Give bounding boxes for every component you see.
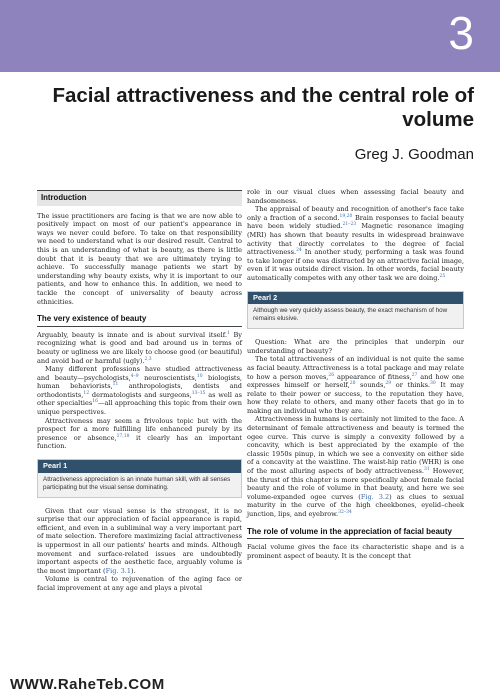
- ogee-curve-paragraph: Attractiveness in humans is certainly not limited to the face. A determinant of female attractiveness and beauty is termed the ogee curve. This curve is simply a convexity followed by a concavity, which is best appreciated by the example of the classic 1950s pinup, in which we see a convexity on either side of a concavity at the waistline. The waist-hip ratio (WHR) is one of the most alluring aspects of body attractiveness.$^{31}$ However, the thrust of this chapter is more specifically about female facial beauty and the role of volume in that beauty, and here we see volume-expanded ogee curves (Fig. 3.2) as clues to sexual maturity in the curve of the high cheekbones, eyelid–cheek junction, lips, and eyebrow.$^{32-34}$: [247, 415, 464, 518]
- continued-paragraph: role in our visual clues when assessing facial beauty and handsomeness.: [247, 188, 464, 205]
- appraisal-paragraph: The appraisal of beauty and recognition of another's face take only a fraction of a second.$^{19,20}$ Brain responses to facial beauty have been widely studied.$^{21-23}$ Magnetic resonance imaging (MRI) has shown that beauty results in widespread brainwave activity that directly correlates to the degree of facial attractiveness.$^{24}$ In another study, performing a task was found to take longer if one was distracted by an attractive facial image, even if it was outside direct vision. In other words, facial beauty automatically competes with any other task we are doing.$^{25}$: [247, 205, 464, 282]
- pearl-2-box: [247, 291, 464, 330]
- visual-paragraph-2: Volume is central to rejuvenation of the aging face or facial improvement at any age and plays a pivotal: [37, 575, 242, 592]
- chapter-banner: [0, 0, 500, 72]
- pearl-2-title: Pearl 2: [248, 292, 463, 305]
- existence-heading: The very existence of beauty: [37, 315, 242, 327]
- chapter-number: 3: [448, 7, 474, 59]
- left-column: [37, 190, 242, 593]
- pearl-2-text: Although we very quickly assess beauty, the exact mechanism of how remains elusive.: [248, 304, 463, 328]
- visual-paragraph-1: Given that our visual sense is the strongest, it is no surprise that our appreciation of facial appearance is rapid, efficient, and even in a subliminal way a very important part of mate selection. Therefore maximizing facial attractiveness is uppermost in all our patients' hearts and minds. Although movement and surface-related issues are undoubtedly important aspects of the aesthetic face, arguably volume is the most important (Fig. 3.1).: [37, 506, 242, 575]
- question-paragraph: Question: What are the principles that underpin our understanding of beauty?: [247, 338, 464, 355]
- existence-paragraph-3: Attractiveness may seem a frivolous topic but with the prospect for a more fulfilling life enhanced purely by its presence or absence,$^{17,18}$ it clearly has an important function.: [37, 416, 242, 451]
- intro-paragraph: The issue practitioners are facing is that we are now able to positively impact on most of our patient's appearance in ways we never could before. To take on that responsibility we need to understand what is our desired result. Central to this is an understanding of what is beauty, as there is little doubt that it is beauty that we are ultimately trying to achieve. To successfully manage patients we start by understanding why beauty exists, why it is important to our patients, and how to enhance this. In addition, we need to tackle the concept of universality of beauty across ethnicities.: [37, 211, 242, 306]
- pearl-1-box: [37, 459, 242, 498]
- figure-link[interactable]: Fig. 3.1: [105, 566, 132, 575]
- watermark: WWW.RaheTeb.COM: [10, 676, 165, 693]
- existence-paragraph-1: Arguably, beauty is innate and is about survival itself.$^1$ By recognizing what is good and bad around us in terms of beauty or ugliness we are likely to choose good (or beautiful) and avoid bad or harmful (ugly).$^{2,3}$: [37, 330, 242, 365]
- role-paragraph: Facial volume gives the face its characteristic shape and is a prominent aspect of beauty. It is the concept that: [247, 543, 464, 560]
- total-attractiveness-paragraph: The total attractiveness of an individual is not quite the same as facial beauty. Attractiveness is a total package and may relate to how a person moves,$^{26}$ appearance of fitness,$^{27}$ and how one expresses himself or herself,$^{28}$ sounds,$^{29}$ or thinks.$^{30}$ It may relate to their power or success, to the reputation they have, how they relate to others, and many other facets that go in to making an individual who they are.: [247, 355, 464, 415]
- right-column: [247, 188, 464, 560]
- introduction-heading: Introduction: [37, 190, 242, 206]
- existence-paragraph-2: Many different professions have studied attractiveness and beauty—psychologists,$^{4-9}$ neuroscientists,$^{10}$ biologists, human behaviorists,$^{11}$ anthropologists, dentists and orthodontists,$^{12}$ dermatologists and surgeons,$^{13-15}$ as well as other specialties$^{16}$—all approaching this topic from their own unique perspectives.: [37, 365, 243, 417]
- pearl-1-title: Pearl 1: [38, 460, 241, 473]
- pearl-1-text: Attractiveness appreciation is an innate human skill, with all senses participating but the visual sense dominating.: [38, 473, 241, 497]
- role-of-volume-heading: The role of volume in the appreciation of facial beauty: [247, 528, 464, 540]
- author-name: Greg J. Goodman: [354, 146, 474, 163]
- figure-link[interactable]: Fig. 3.2: [360, 492, 390, 501]
- chapter-title: Facial attractiveness and the central role of volume: [52, 84, 474, 131]
